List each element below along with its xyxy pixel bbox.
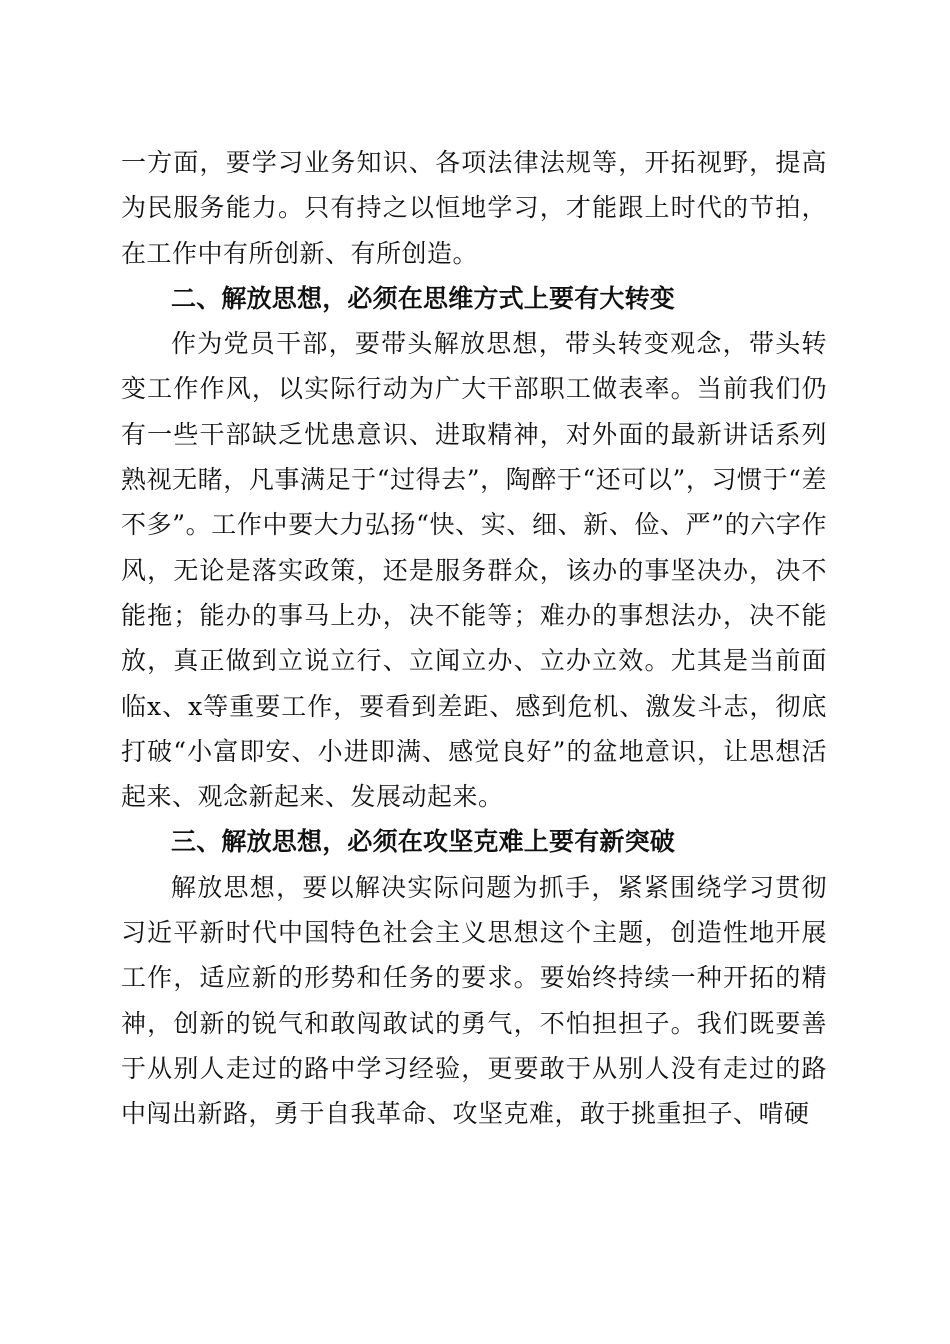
paragraph-section-2: 作为党员干部，要带头解放思想，带头转变观念，带头转变工作作风，以实际行动为广大干部职工做表率。当前我们仍有一些干部缺乏忧患意识、进取精神，对外面的最新讲话系列熟视无睹，凡事满足于“过得去”，陶醉于“还可以”，习惯于“差不多”。工作中要大力弘扬“快、实、细、新、俭、严”的六字作风，无论是落实政策，还是服务群众，该办的事坚决办，决不能拖；能办的事马上办，决不能等；难办的事想法办，决不能放，真正做到立说立行、立闻立办、立办立效。尤其是当前面临x、x等重要工作，要看到差距、感到危机、激发斗志，彻底打破“小富即安、小进即满、感觉良好”的盆地意识，让思想活起来、观念新起来、发展动起来。 [121,329,827,812]
section-heading-3: 三、解放思想，必须在攻坚克难上要有新突破 [171,827,676,857]
document-body [121,140,827,1137]
section-heading-2: 二、解放思想，必须在思维方式上要有大转变 [171,283,676,313]
paragraph-continuation: 一方面，要学习业务知识、各项法律法规等，开拓视野，提高为民服务能力。只有持之以恒地学习，才能跟上时代的节拍，在工作中有所创新、有所创造。 [121,148,827,268]
paragraph-section-3: 解放思想，要以解决实际问题为抓手，紧紧围绕学习贯彻习近平新时代中国特色社会主义思想这个主题，创造性地开展工作，适应新的形势和任务的要求。要始终持续一种开拓的精神，创新的锐气和敢闯敢试的勇气，不怕担担子。我们既要善于从别人走过的路中学习经验，更要敢于从别人没有走过的路中闯出新路，勇于自我革命、攻坚克难，敢于挑重担子、啃硬 [121,872,827,1129]
